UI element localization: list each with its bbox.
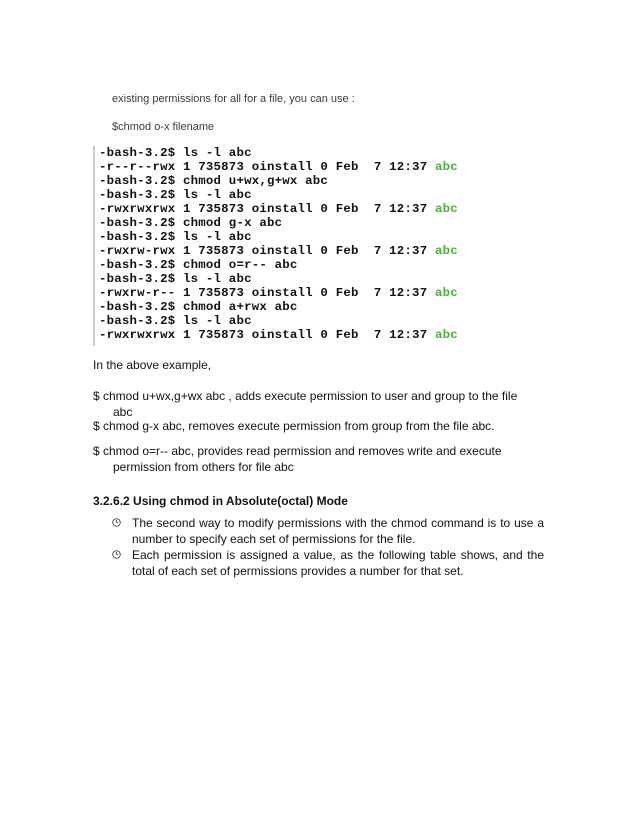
list-item: Each permission is assigned a value, as the following table shows, and the total of each set of permissions provides a number for that set.: [112, 547, 544, 579]
terminal-line: -bash-3.2$ ls -l abc: [99, 188, 252, 202]
clock-icon: [112, 518, 121, 527]
bullet-list: [112, 515, 544, 579]
terminal-line: -bash-3.2$ ls -l abc: [99, 314, 252, 328]
file-name: abc: [434, 328, 458, 342]
clock-icon: [112, 550, 121, 559]
terminal-line: -rwxrw-rwx 1 735873 oinstall 0 Feb 7 12:37 abc: [99, 244, 458, 258]
terminal-line: -bash-3.2$ ls -l abc: [99, 146, 252, 160]
terminal-line: -bash-3.2$ ls -l abc: [99, 230, 252, 244]
explanation-paragraph: $ chmod g-x abc, removes execute permission from group from the file abc.: [93, 419, 495, 433]
terminal-screenshot: [93, 146, 524, 346]
terminal-line: -rwxrw-r-- 1 735873 oinstall 0 Feb 7 12:37 abc: [99, 286, 458, 300]
example-label: In the above example,: [93, 358, 212, 372]
intro-text: existing permissions for all for a file, you can use :: [112, 93, 355, 105]
terminal-line: -rwxrwxrwx 1 735873 oinstall 0 Feb 7 12:37 abc: [99, 328, 458, 342]
explanation-paragraph: $ chmod o=r-- abc, provides read permission and removes write and execute permission from others for file abc: [93, 444, 502, 474]
file-name: abc: [434, 160, 458, 174]
terminal-line: -bash-3.2$ chmod u+wx,g+wx abc: [99, 174, 329, 188]
command-example: $chmod o-x filename: [112, 121, 215, 133]
file-name: abc: [434, 286, 458, 300]
list-item: The second way to modify permissions with the chmod command is to use a number to specify each set of permissions for the file.: [112, 515, 544, 547]
section-heading: 3.2.6.2 Using chmod in Absolute(octal) Mode: [93, 494, 348, 508]
terminal-line: -bash-3.2$ chmod o=r-- abc: [99, 258, 298, 272]
terminal-line: -rwxrwxrwx 1 735873 oinstall 0 Feb 7 12:37 abc: [99, 202, 458, 216]
terminal-line: -bash-3.2$ ls -l abc: [99, 272, 252, 286]
terminal-line: -bash-3.2$ chmod a+rwx abc: [99, 300, 298, 314]
file-name: abc: [434, 202, 458, 216]
terminal-line: -bash-3.2$ chmod g-x abc: [99, 216, 283, 230]
terminal-line: -r--r--rwx 1 735873 oinstall 0 Feb 7 12:37 abc: [99, 160, 458, 174]
explanation-paragraph: $ chmod u+wx,g+wx abc , adds execute permission to user and group to the file abc: [93, 389, 518, 419]
file-name: abc: [434, 244, 458, 258]
